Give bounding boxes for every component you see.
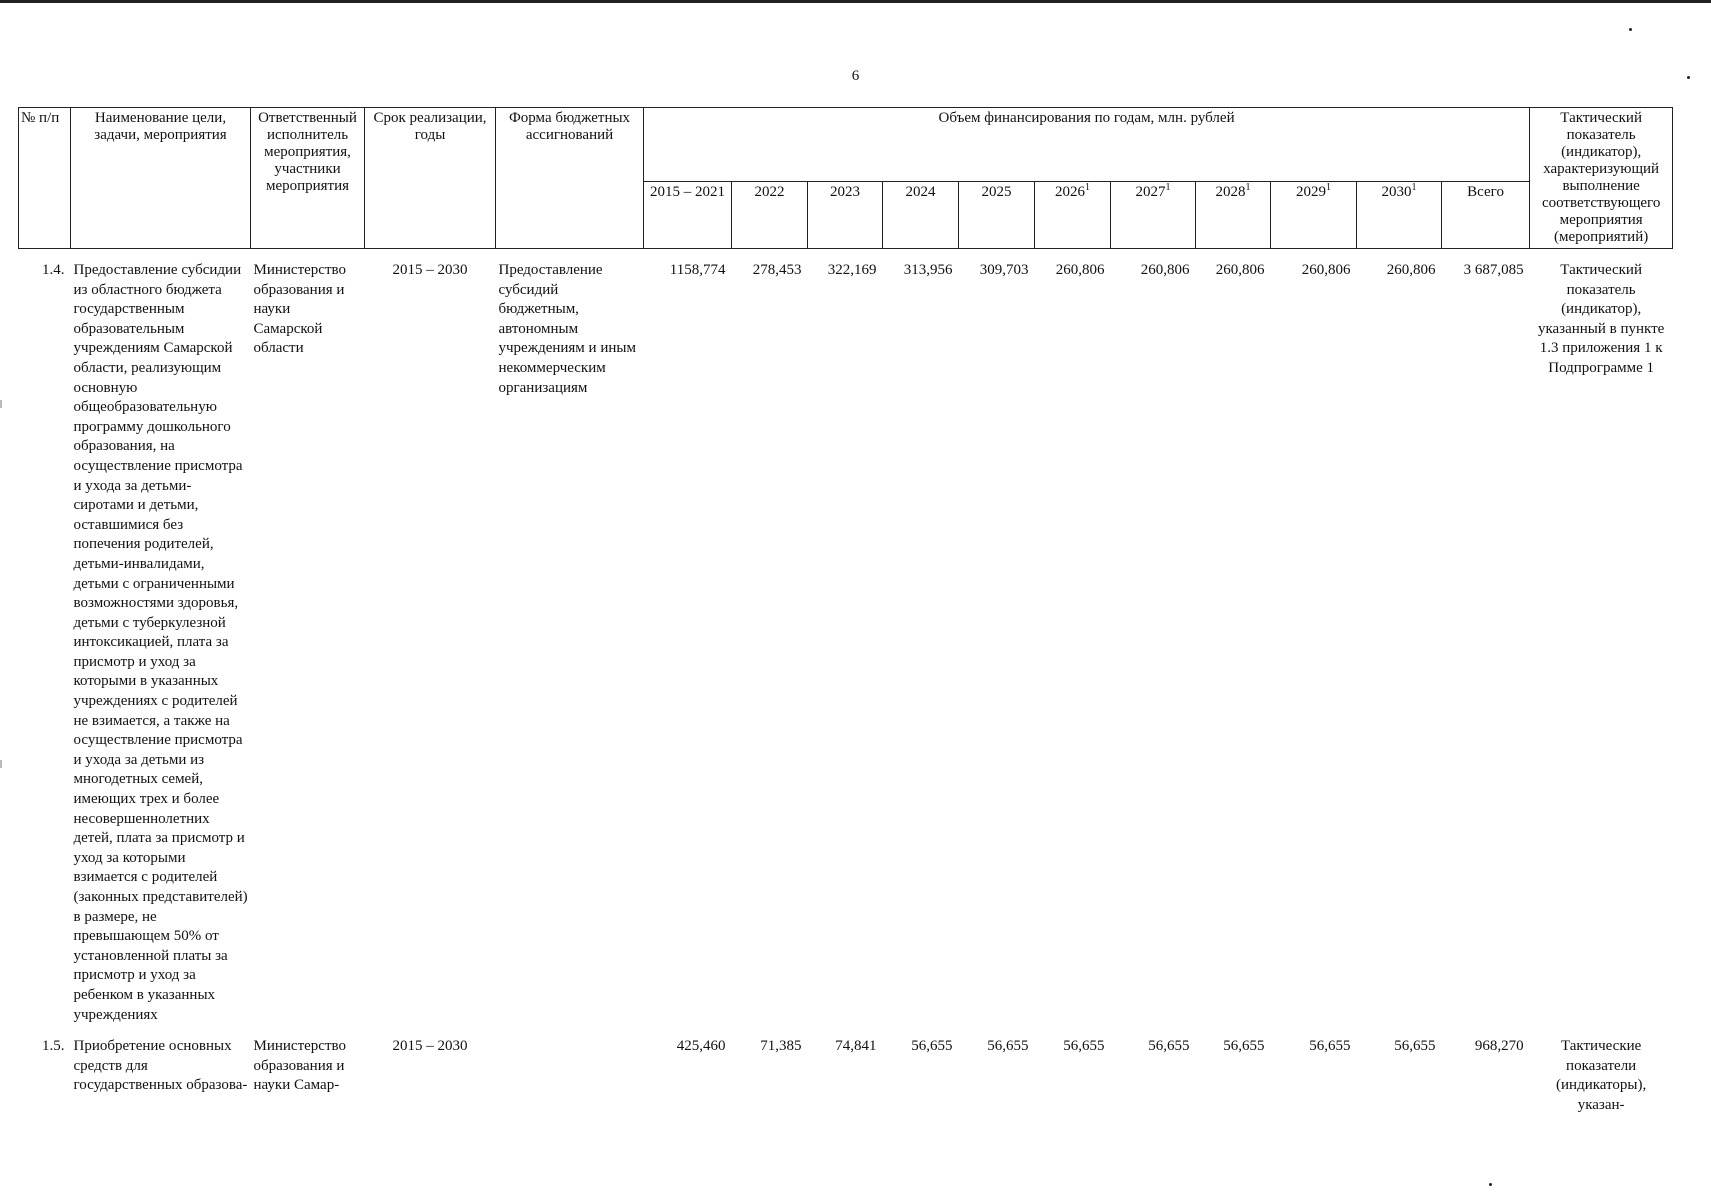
year-label: 2029 (1296, 184, 1326, 201)
row-value: 313,956 (903, 262, 953, 278)
year-footnote-mark: 1 (1085, 182, 1090, 194)
row-code: 1.4. (42, 262, 65, 278)
row-value: 260,806 (1386, 262, 1436, 278)
col-header-year (883, 182, 959, 249)
row-value: 71,385 (760, 1038, 802, 1055)
row-code: 1.5. (42, 1038, 65, 1055)
col-header-year (1442, 182, 1530, 249)
year-label: 2024 (905, 184, 936, 201)
row-indicator: Тактические показатели (индикаторы), указан- (1556, 1038, 1647, 1113)
col-header-year (732, 182, 808, 249)
col-header-name: Наименование цели, задачи, мероприятия (71, 108, 251, 249)
year-label: 2027 (1135, 184, 1166, 201)
scan-edge-mark (0, 400, 2, 408)
row-name: Приобретение основных средств для государственных образова- (73, 1038, 248, 1094)
scan-speck (1629, 28, 1632, 31)
year-label: 2022 (754, 184, 785, 201)
row-value: 260,806 (1140, 262, 1190, 278)
row-value: 74,841 (835, 1038, 877, 1055)
scan-top-border (0, 0, 1711, 3)
col-header-year (1357, 182, 1442, 249)
year-label: 2015 – 2021 (650, 184, 725, 201)
row-value: 56,655 (911, 1038, 953, 1055)
row-value: 3 687,085 (1463, 262, 1524, 278)
table-row (19, 1025, 1673, 1115)
row-value: 260,806 (1215, 262, 1265, 278)
row-value: 56,655 (987, 1038, 1029, 1055)
col-header-form: Форма бюджетных ассигнований (496, 108, 644, 249)
page-number: 6 (851, 68, 860, 84)
year-footnote-mark: 1 (1165, 182, 1171, 194)
row-term: 2015 – 2030 (392, 1038, 468, 1055)
row-value: 56,655 (1063, 1038, 1105, 1055)
row-name: Предоставление субсидии из областного бюджета государственным образовательным учреждениям Самарской области, реализующим основную общеобразовательную программу дошкольного образования, на осуществление присмотра и ухода за детьми-сиротами и детьми, оставшимися без попечения родителей, детьми-инвалидами, детьми с ограниченными возможностями здоровья, детьми с туберкулезной интоксикацией, плата за присмотр и уход за которыми в указанных учреждениях с родителей не взимается, а также на осуществление присмотра и ухода за детьми из многодетных семей, имеющих трех и более несовершеннолетних детей, плата за присмотр и уход за которыми взимается с родителей (законных представителей) в размере, не превышающем 50% от установленной платы за присмотр и уход за ребенком в указанных учреждениях (73, 262, 248, 1023)
table-row (19, 249, 1673, 1026)
row-executor: Министерство образования и науки Самарской области (253, 262, 346, 357)
row-value: 322,169 (827, 262, 877, 278)
col-header-year (808, 182, 883, 249)
funding-table (18, 107, 1673, 1116)
col-header-year (644, 182, 732, 249)
row-value: 260,806 (1055, 262, 1105, 278)
col-header-year (1111, 182, 1196, 249)
col-header-year (1035, 182, 1111, 249)
row-value: 278,453 (752, 262, 802, 278)
col-header-funding: Объем финансирования по годам, млн. рублей (644, 108, 1530, 182)
year-label: Всего (1467, 184, 1504, 201)
row-executor: Министерство образования и науки Самар- (253, 1038, 346, 1094)
col-header-num: № п/п (19, 108, 71, 249)
row-value: 260,806 (1301, 262, 1351, 278)
year-footnote-mark: 1 (1326, 182, 1331, 194)
year-label: 2025 (981, 184, 1012, 201)
row-value: 1158,774 (669, 262, 726, 278)
col-header-year (959, 182, 1035, 249)
scan-edge-mark (0, 760, 2, 768)
year-footnote-mark: 1 (1245, 182, 1251, 194)
row-form: Предоставление субсидий бюджетным, автономным учреждениям и иным некоммерческим организациям (498, 262, 636, 396)
row-value: 56,655 (1148, 1038, 1190, 1055)
row-value: 56,655 (1394, 1038, 1436, 1055)
year-footnote-mark: 1 (1411, 182, 1417, 194)
row-value: 56,655 (1309, 1038, 1351, 1055)
year-label: 2023 (830, 184, 860, 201)
col-header-year (1196, 182, 1271, 249)
year-label: 2026 (1055, 184, 1085, 201)
row-indicator: Тактический показатель (индикатор), указанный в пункте 1.3 приложения 1 к Подпрограмме 1 (1537, 262, 1665, 376)
scan-speck (1489, 1183, 1492, 1186)
col-header-executor: Ответственный исполнитель мероприятия, участники мероприятия (251, 108, 365, 249)
col-header-indicator: Тактический показатель (индикатор), характеризующий выполнение соответствующего мероприятия (мероприятий) (1530, 108, 1673, 249)
row-value: 968,270 (1474, 1038, 1524, 1055)
row-term: 2015 – 2030 (392, 262, 468, 278)
row-value: 309,703 (979, 262, 1029, 278)
row-value: 425,460 (676, 1038, 726, 1055)
row-form (496, 1025, 644, 1115)
col-header-year (1271, 182, 1357, 249)
table-header-row (19, 108, 1673, 182)
col-header-term: Срок реализации, годы (365, 108, 496, 249)
year-label: 2028 (1215, 184, 1246, 201)
row-value: 56,655 (1223, 1038, 1265, 1055)
year-label: 2030 (1381, 184, 1412, 201)
